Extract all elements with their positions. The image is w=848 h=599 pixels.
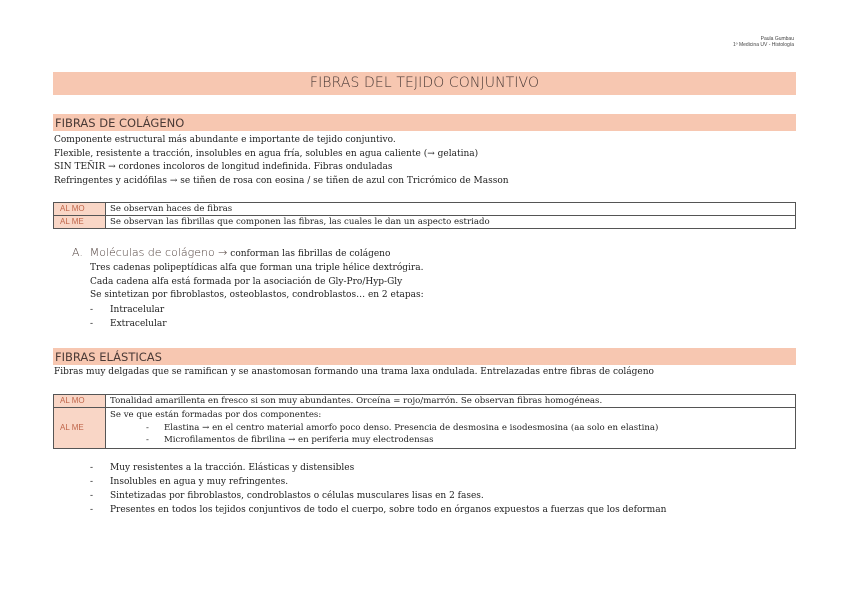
row-label: AL ME bbox=[54, 408, 106, 449]
row-text: Tonalidad amarillenta en fresco si son muy abundantes. Orceína = rojo/marrón. Se observan fibras homogéneas. bbox=[106, 395, 796, 408]
molecules-heading bbox=[72, 246, 390, 259]
colageno-line-3: SIN TEÑIR → cordones incoloros de longitud indefinida. Fibras onduladas bbox=[54, 162, 393, 172]
author-name: Paula Gumbau bbox=[760, 36, 794, 42]
row-label: AL MO bbox=[54, 203, 106, 216]
row-label: AL MO bbox=[54, 395, 106, 408]
colageno-line-4: Refringentes y acidófilas → se tiñen de rosa con eosina / se tiñen de azul con Tricrómico de Masson bbox=[54, 175, 509, 186]
page-title: FIBRAS DEL TEJIDO CONJUNTIVO bbox=[53, 72, 796, 95]
row-text: Se observan las fibrillas que componen las fibras, las cuales le dan un aspecto estriado bbox=[106, 216, 796, 229]
section-heading-colageno: FIBRAS DE COLÁGENO bbox=[53, 114, 796, 131]
table-row bbox=[54, 395, 796, 408]
molecules-title: Moléculas de colágeno → bbox=[89, 246, 228, 259]
row-text: Se observan haces de fibras bbox=[106, 203, 796, 216]
section-heading-elasticas: FIBRAS ELÁSTICAS bbox=[53, 348, 796, 365]
colageno-microscopy-table bbox=[53, 202, 796, 229]
elasticas-microscopy-table bbox=[53, 394, 796, 449]
molecules-line-2: Cada cadena alfa está formada por la asociación de Gly-Pro/Hyp-Gly bbox=[90, 276, 403, 287]
author-block bbox=[733, 36, 794, 48]
table-row bbox=[54, 216, 796, 229]
elasticas-intro: Fibras muy delgadas que se ramifican y se anastomosan formando una trama laxa ondulada. Entrelazadas entre fibras de colágeno bbox=[54, 367, 654, 377]
table-row bbox=[54, 408, 796, 449]
list-item: - Muy resistentes a la tracción. Elásticas y distensibles bbox=[90, 463, 355, 473]
list-item: - Intracelular bbox=[90, 304, 165, 315]
author-course: 1º Medicina UV - Histología bbox=[732, 42, 794, 48]
colageno-line-1: Componente estructural más abundante e importante de tejido conjuntivo. bbox=[54, 135, 396, 145]
colageno-line-2: Flexible, resistente a tracción, insolubles en agua fría, solubles en agua caliente (→ gelatina) bbox=[54, 148, 479, 159]
row-label: AL ME bbox=[54, 216, 106, 229]
list-item: - Insolubles en agua y muy refringentes. bbox=[90, 477, 289, 487]
table-row bbox=[54, 203, 796, 216]
molecules-letter: A. bbox=[72, 246, 83, 259]
molecules-line-3: Se sintetizan por fibroblastos, osteoblastos, condroblastos… en 2 etapas: bbox=[90, 290, 424, 300]
molecules-line-1: Tres cadenas polipeptídicas alfa que forman una triple hélice dextrógira. bbox=[90, 263, 424, 273]
row-text: Se ve que están formadas por dos componentes: - Elastina → en el centro material amorfo poco denso. Presencia de desmosina e isodesmosina (aa solo en elastina) - Microfilamentos de fibrilina → en periferia muy electrodensas bbox=[106, 408, 796, 449]
list-item: - Sintetizadas por fibroblastos, condroblastos o células musculares lisas en 2 fases. bbox=[90, 491, 484, 501]
list-item: - Extracelular bbox=[90, 318, 167, 329]
molecules-title-rest: conforman las fibrillas de colágeno bbox=[230, 249, 391, 259]
list-item: - Presentes en todos los tejidos conjuntivos de todo el cuerpo, sobre todo en órganos expuestos a fuerzas que los deforman bbox=[90, 505, 667, 515]
